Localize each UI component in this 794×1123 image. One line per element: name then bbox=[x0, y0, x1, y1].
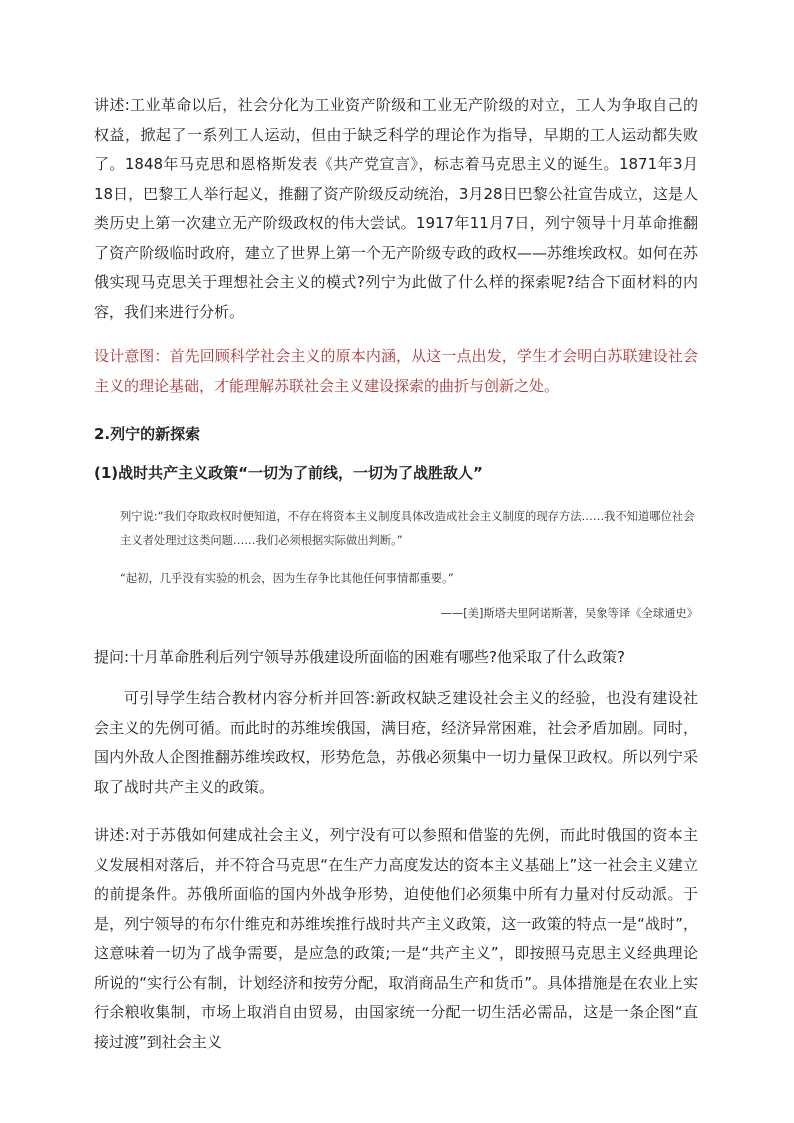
section-heading: 2.列宁的新探索 bbox=[94, 425, 201, 443]
answer-paragraph: 可引导学生结合教材内容分析并回答:新政权缺乏建设社会主义的经验，也没有建设社会主义的先例可循。而此时的苏维埃俄国，满目疮，经济异常困难，社会矛盾加剧。同时，国内外敌人企图推翻苏维埃政权，形势危急，苏俄必须集中一切力量保卫政权。所以列宁采取了战时共产主义的政策。 bbox=[94, 689, 698, 796]
design-intent-paragraph: 设计意图：首先回顾科学社会主义的原本内涵，从这一点出发，学生才会明白苏联建设社会主义的理论基础，才能理解苏联社会主义建设探索的曲折与创新之处。 bbox=[94, 347, 698, 395]
second-quote: “起初，几乎没有实验的机会，因为生存争比其他任何事情都重要。” bbox=[120, 572, 454, 585]
question-paragraph: 提问:十月革命胜利后列宁领导苏俄建设所面临的困难有哪些?他采取了什么政策? bbox=[94, 648, 625, 666]
subsection-heading: (1)战时共产主义政策“一切为了前线，一切为了战胜敌人” bbox=[94, 464, 483, 482]
intro-paragraph: 讲述:工业革命以后，社会分化为工业资产阶级和工业无产阶级的对立，工人为争取自己的权益，掀起了一系列工人运动，但由于缺乏科学的理论作为指导，早期的工人运动都失败了。1848年马克思和恩格斯发表《共产党宣言》，标志着马克思主义的诞生。1871年3月18日，巴黎工人举行起义，推翻了资产阶级反动统治，3月28日巴黎公社宣告成立，这是人类历史上第一次建立无产阶级政权的伟大尝试。1917年11月7日，列宁领导十月革命推翻了资产阶级临时政府，建立了世界上第一个无产阶级专政的政权——苏维埃政权。如何在苏俄实现马克思关于理想社会主义的模式?列宁为此做了什么样的探索呢?结合下面材料的内容，我们来进行分析。 bbox=[94, 96, 698, 321]
quote-source: ——[美]斯塔夫里阿诺斯著，吴象等译《全球通史》 bbox=[440, 607, 698, 620]
lecture-paragraph: 讲述:对于苏俄如何建成社会主义，列宁没有可以参照和借鉴的先例，而此时俄国的资本主义发展相对落后，并不符合马克思“在生产力高度发达的资本主义基础上”这一社会主义建立的前提条件。苏俄所面临的国内外战争形势，迫使他们必须集中所有力量对付反动派。于是，列宁领导的布尔什维克和苏维埃推行战时共产主义政策，这一政策的特点一是“战时”，这意味着一切为了战争需要，是应急的政策;一是“共产主义”，即按照马克思主义经典理论所说的“实行公有制，计划经济和按劳分配，取消商品生产和货币”。具体措施是在农业上实行余粮收集制，市场上取消自由贸易，由国家统一分配一切生活必需品，这是一条企图“直接过渡”到社会主义 bbox=[94, 826, 698, 1051]
lenin-quote: 列宁说:“我们夺取政权时便知道，不存在将资本主义制度具体改造成社会主义制度的现存方法……我不知道哪位社会主义者处理过这类问题……我们必须根据实际做出判断。” bbox=[120, 510, 695, 547]
